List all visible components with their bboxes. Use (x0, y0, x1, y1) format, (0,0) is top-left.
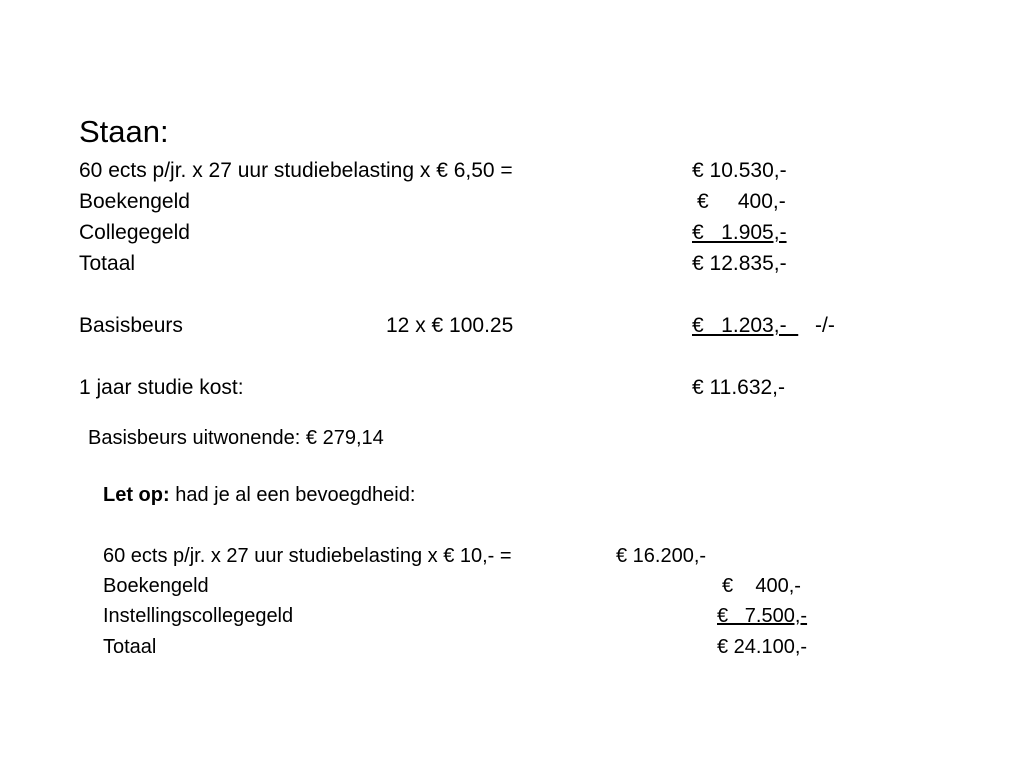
cost2-amount: € 7.500,- (717, 605, 808, 627)
cost-label: 60 ects p/jr. x 27 uur studiebelasting x € 6,50 = (79, 159, 513, 182)
year-cost-amount: € 11.632,- (692, 376, 786, 399)
cost-amount: € 1.905,- (692, 221, 787, 244)
grant-calc: 12 x € 100.25 (386, 314, 514, 337)
attention-text: had je al een bevoegdheid: (169, 484, 416, 506)
grant-amount: € 1.203,- (692, 314, 799, 337)
cost-label: Totaal (79, 252, 136, 275)
attention-line (103, 480, 415, 510)
cost-amount: € 10.530,- (692, 159, 787, 182)
cost2-amount: € 400,- (722, 575, 801, 597)
grant-subtract-sign: -/- (815, 314, 835, 337)
cost-amount: € 400,- (697, 190, 786, 213)
cost-label: Collegegeld (79, 221, 190, 244)
cost2-label: 60 ects p/jr. x 27 uur studiebelasting x € 10,- = (103, 545, 512, 567)
cost2-amount: € 24.100,- (717, 636, 808, 658)
cost-amount: € 12.835,- (692, 252, 787, 275)
grant-label: Basisbeurs (79, 314, 183, 337)
cost2-label: Boekengeld (103, 575, 209, 597)
attention-bold: Let op: (103, 484, 170, 506)
cost-label: Boekengeld (79, 190, 190, 213)
cost2-label: Instellingscollegegeld (103, 605, 294, 627)
slide-title: Staan: (79, 114, 169, 149)
grant-note: Basisbeurs uitwonende: € 279,14 (88, 427, 384, 449)
cost2-amount: € 16.200,- (616, 545, 707, 567)
year-cost-label: 1 jaar studie kost: (79, 376, 244, 399)
cost2-label: Totaal (103, 636, 157, 658)
